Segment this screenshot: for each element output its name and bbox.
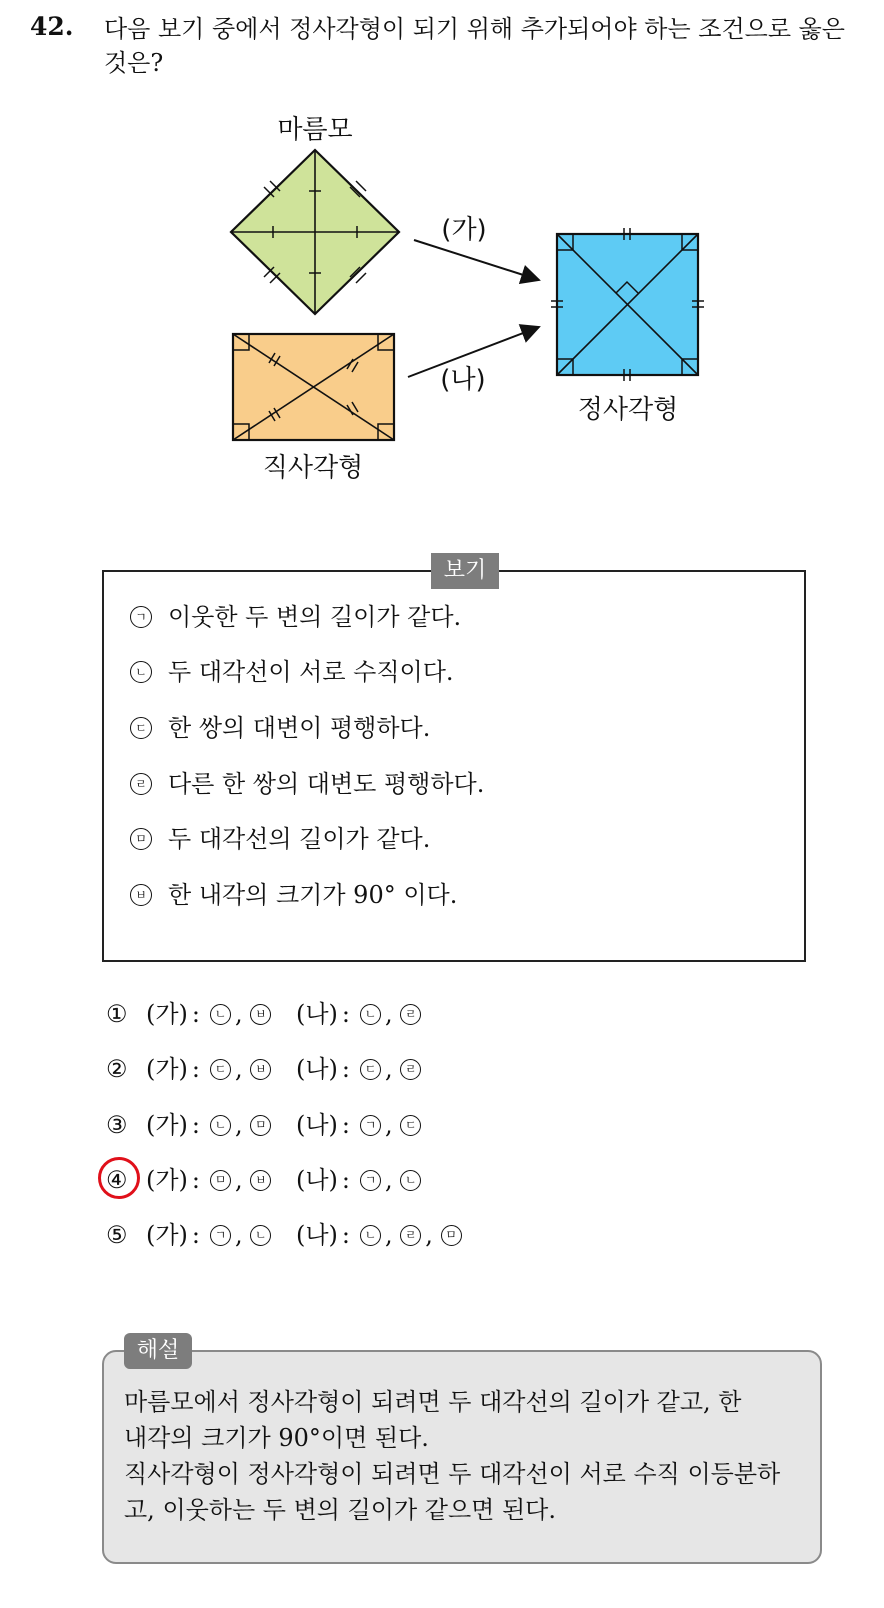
bogi-item	[130, 600, 461, 634]
bogi-text: 한 내각의 크기가 90° 이다.	[168, 881, 458, 909]
answer-option-2[interactable]: ② (가) : ㄷ , ㅂ (나) : ㄷ , ㄹ	[106, 1052, 275, 1086]
answer-option-3[interactable]: ③ (가) : ㄴ , ㅁ (나) : ㄱ , ㄷ	[106, 1108, 275, 1142]
explanation-line: 내각의 크기가 90°이면 된다.	[124, 1424, 429, 1452]
answer-option-5[interactable]: ⑤ (가) : ㄱ , ㄴ (나) : ㄴ , ㄹ , ㅁ	[106, 1218, 275, 1252]
explanation-line: 고, 이웃하는 두 변의 길이가 같으면 된다.	[124, 1496, 556, 1524]
question-text: 다음 보기 중에서 정사각형이 되기 위해 추가되어야 하는 조건으로 옳은 것은?	[104, 15, 845, 77]
explanation-line: 직사각형이 정사각형이 되려면 두 대각선이 서로 수직 이등분하	[124, 1460, 781, 1488]
bogi-mark: ㅁ	[130, 828, 152, 850]
bogi-text: 이웃한 두 변의 길이가 같다.	[168, 603, 462, 631]
bogi-mark: ㄹ	[130, 773, 152, 795]
arrow-ga	[414, 240, 539, 280]
rectangle-label: 직사각형	[262, 453, 364, 483]
bogi-text: 한 쌍의 대변이 평행하다.	[168, 714, 431, 742]
explanation-text	[124, 1384, 806, 1528]
bogi-mark: ㄱ	[130, 606, 152, 628]
bogi-item	[130, 711, 430, 745]
bogi-text: 두 대각선이 서로 수직이다.	[168, 658, 454, 686]
bogi-mark: ㄷ	[130, 717, 152, 739]
arrow-ga-label: (가)	[441, 215, 487, 245]
bogi-text: 다른 한 쌍의 대변도 평행하다.	[168, 770, 485, 798]
rhombus-label: 마름모	[277, 115, 353, 145]
arrow-na-label: (나)	[440, 365, 486, 395]
answer-option-1[interactable]: ① (가) : ㄴ , ㅂ (나) : ㄴ , ㄹ	[106, 997, 275, 1031]
bogi-item	[130, 655, 454, 689]
answer-option-4[interactable]: ④ (가) : ㅁ , ㅂ (나) : ㄱ , ㄴ	[106, 1163, 275, 1197]
question-number: 42.	[30, 12, 74, 41]
bogi-title: 보기	[431, 553, 499, 589]
explanation-line: 마름모에서 정사각형이 되려면 두 대각선의 길이가 같고, 한	[124, 1388, 742, 1416]
bogi-item	[130, 767, 484, 801]
quadrilateral-figure	[0, 100, 884, 500]
selected-answer-mark	[98, 1157, 140, 1199]
rectangle-shape	[233, 334, 394, 440]
bogi-item	[130, 878, 457, 912]
bogi-text: 두 대각선의 길이가 같다.	[168, 825, 431, 853]
bogi-mark: ㅂ	[130, 884, 152, 906]
bogi-mark: ㄴ	[130, 661, 152, 683]
square-label: 정사각형	[577, 395, 679, 425]
square-shape	[551, 228, 704, 381]
explanation-title: 해설	[124, 1333, 192, 1369]
rhombus-shape	[231, 150, 399, 314]
bogi-item	[130, 822, 430, 856]
